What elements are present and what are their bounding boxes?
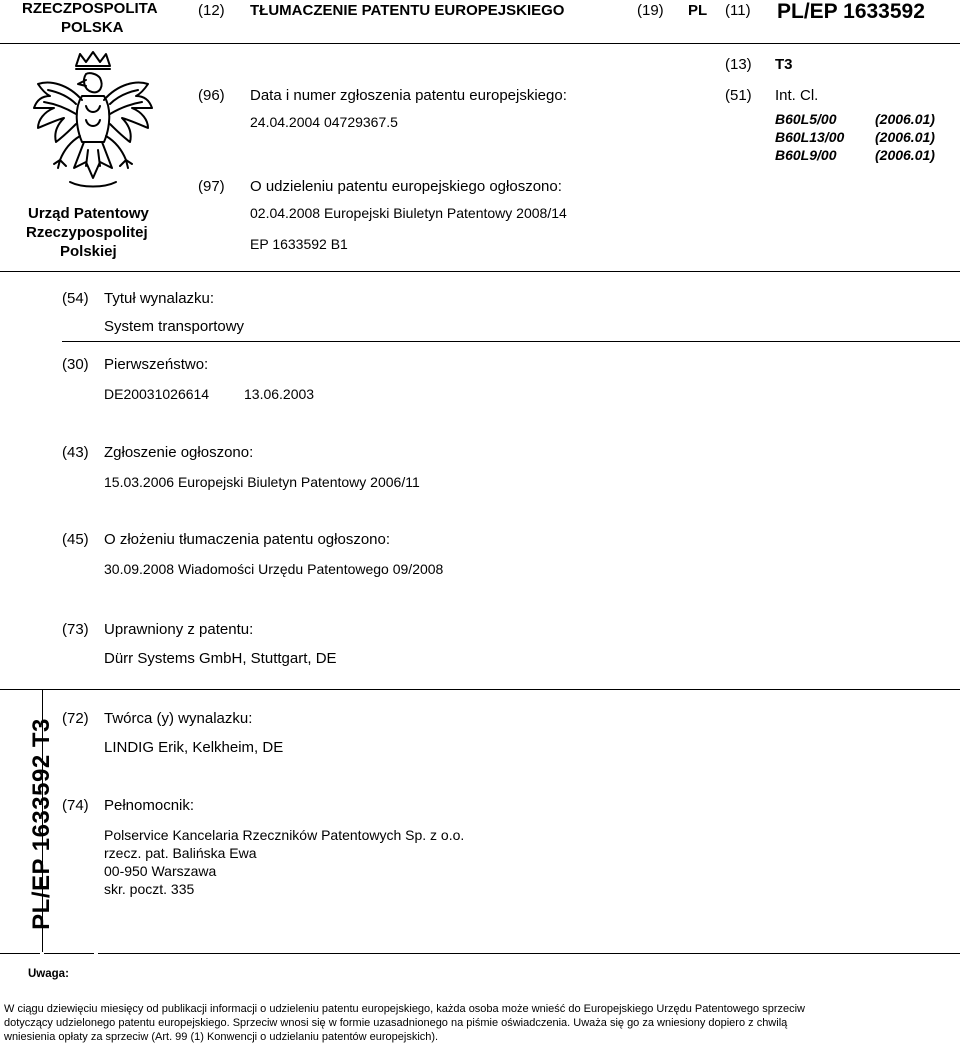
inid-code-73: (73) — [62, 621, 89, 638]
side-patent-label: PL/EP 1633592 T3 — [28, 718, 55, 930]
side-label-divider — [42, 690, 43, 952]
inventor-label: Twórca (y) wynalazku: — [104, 710, 253, 727]
polish-eagle-emblem-icon — [30, 50, 156, 196]
bottom-divider-b — [44, 953, 94, 954]
header-divider — [0, 43, 960, 44]
application-label: Data i numer zgłoszenia patentu europejskiego: — [250, 87, 567, 104]
grant-label: O udzieleniu patentu europejskiego ogłoszono: — [250, 178, 562, 195]
inventor-value: LINDIG Erik, Kelkheim, DE — [104, 739, 284, 756]
inid-code-13: (13) — [725, 56, 752, 73]
inid-code-74: (74) — [62, 797, 89, 814]
inid-code-96: (96) — [198, 87, 225, 104]
proprietor-label: Uprawniony z patentu: — [104, 621, 254, 638]
int-cl-version-1: (2006.01) — [875, 111, 935, 127]
inid-code-97: (97) — [198, 178, 225, 195]
attorney-line2: rzecz. pat. Balińska Ewa — [104, 845, 257, 861]
attorney-label: Pełnomocnik: — [104, 797, 195, 814]
inid-code-30: (30) — [62, 356, 89, 373]
inid-code-43: (43) — [62, 444, 89, 461]
title-label: Tytuł wynalazku: — [104, 290, 215, 307]
inid-code-45: (45) — [62, 531, 89, 548]
publication-label: Zgłoszenie ogłoszono: — [104, 444, 254, 461]
int-cl-version-3: (2006.01) — [875, 147, 935, 163]
int-cl-class-3: B60L9/00 — [775, 147, 837, 163]
inid-code-12: (12) — [198, 2, 225, 19]
note-title: Uwaga: — [28, 968, 69, 980]
proprietor-value: Dürr Systems GmbH, Stuttgart, DE — [104, 650, 337, 667]
country-name-line1: RZECZPOSPOLITA — [22, 0, 158, 17]
note-line-2: dotyczący udzielonego patentu europejskiego. Sprzeciw wnosi się w formie uzasadnionego na piśmie oświadczenia. Uważa się go za wniesiony dopiero z chwilą — [4, 1017, 788, 1029]
inid-code-11: (11) — [725, 2, 751, 19]
invention-title: System transportowy — [104, 318, 245, 335]
note-body — [0, 1002, 960, 1044]
int-cl-label: Int. Cl. — [775, 87, 819, 104]
title-divider — [62, 341, 960, 342]
attorney-line4: skr. poczt. 335 — [104, 881, 195, 897]
top-section-divider — [0, 271, 960, 272]
office-name-line3: Polskiej — [60, 243, 117, 260]
bottom-divider-c — [98, 953, 960, 954]
inid-code-54: (54) — [62, 290, 89, 307]
office-name-line1: Urząd Patentowy — [28, 205, 149, 222]
patent-number: PL/EP 1633592 — [777, 0, 925, 23]
inid-code-51: (51) — [725, 87, 752, 104]
priority-date: 13.06.2003 — [244, 386, 315, 402]
application-value: 24.04.2004 04729367.5 — [250, 114, 398, 130]
translation-label: O złożeniu tłumaczenia patentu ogłoszono: — [104, 531, 391, 548]
ep-publication-number: EP 1633592 B1 — [250, 236, 348, 252]
note-line-1: W ciągu dziewięciu miesięcy od publikacji informacji o udzieleniu patentu europejskiego, każda osoba może wnieść do Europejskiego Urzędu Patentowego sprzeciw — [4, 1003, 805, 1015]
office-name-line2: Rzeczypospolitej — [26, 224, 148, 241]
priority-label: Pierwszeństwo: — [104, 356, 209, 373]
int-cl-version-2: (2006.01) — [875, 129, 935, 145]
note-line-3: wniesienia opłaty za sprzeciw (Art. 99 (1) Konwencji o udzielaniu patentów europejskich). — [4, 1031, 439, 1043]
country-code: PL — [688, 2, 708, 19]
priority-number: DE20031026614 — [104, 386, 210, 402]
translation-value: 30.09.2008 Wiadomości Urzędu Patentowego 09/2008 — [104, 561, 444, 577]
document-type: TŁUMACZENIE PATENTU EUROPEJSKIEGO — [250, 2, 565, 19]
kind-code: T3 — [775, 56, 793, 73]
country-name-line2: POLSKA — [61, 19, 124, 36]
inid-code-19: (19) — [637, 2, 664, 19]
inid-code-72: (72) — [62, 710, 89, 727]
grant-value: 02.04.2008 Europejski Biuletyn Patentowy 2008/14 — [250, 205, 567, 221]
publication-value: 15.03.2006 Europejski Biuletyn Patentowy 2006/11 — [104, 474, 420, 490]
bottom-divider-a — [0, 953, 40, 954]
int-cl-class-1: B60L5/00 — [775, 111, 837, 127]
attorney-line1: Polservice Kancelaria Rzeczników Patentowych Sp. z o.o. — [104, 827, 465, 843]
attorney-line3: 00-950 Warszawa — [104, 863, 217, 879]
proprietor-divider — [0, 689, 960, 690]
int-cl-class-2: B60L13/00 — [775, 129, 845, 145]
